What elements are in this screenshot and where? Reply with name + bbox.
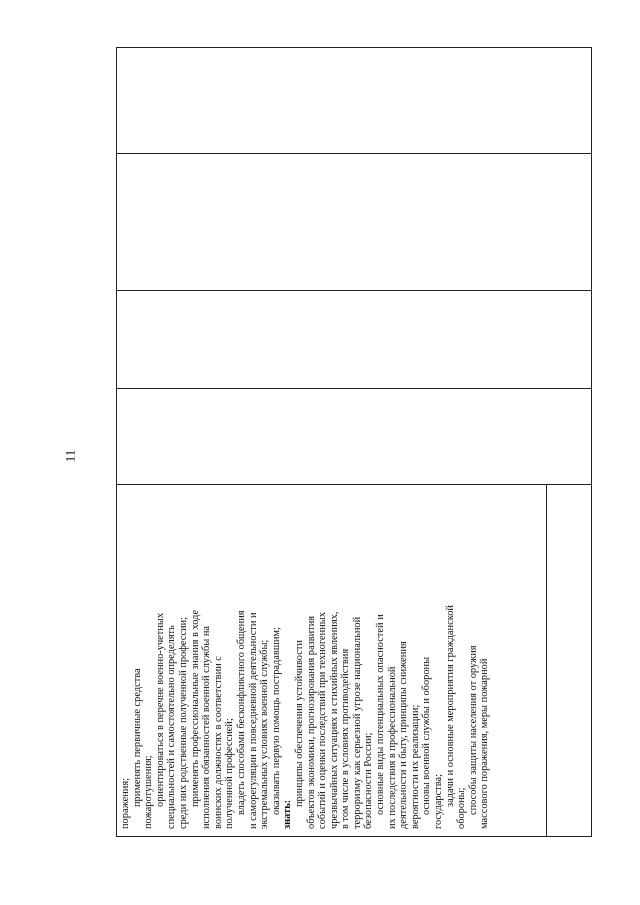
text-line: объектов экономики, прогнозирования развития xyxy=(305,615,317,829)
text-line: применять первичные средства xyxy=(131,668,143,807)
text-line: массового поражения, меры пожарной xyxy=(479,658,491,829)
text-line: и саморегуляции в повседневной деятельности и xyxy=(247,612,259,829)
text-line: принципы обеспечения устойчивости xyxy=(293,640,305,807)
text-line: способы защиты населения от оружия xyxy=(467,645,479,815)
text-line: основы военной службы и обороны xyxy=(421,656,433,815)
text-line: исполнения обязанностей военной службы на xyxy=(201,625,213,829)
text-line: воинских должностях в соответствии с xyxy=(212,656,224,829)
row-divider xyxy=(117,290,591,291)
text-line: обороны; xyxy=(456,787,468,829)
requirements-text xyxy=(116,484,592,837)
text-line: вероятности их реализации; xyxy=(409,704,421,829)
text-line: событий и оценки последствий при техногенных xyxy=(317,612,329,829)
text-line: знать: xyxy=(282,799,294,829)
page-number: 11 xyxy=(62,449,78,463)
text-line: пожаротушения; xyxy=(143,755,155,829)
text-line: специальностей и самостоятельно определять xyxy=(166,625,178,829)
text-line: оказывать первую помощь пострадавшим; xyxy=(270,627,282,815)
text-line: основные виды потенциальных опасностей и xyxy=(375,614,387,815)
text-line: владеть способами бесконфликтного общения xyxy=(235,610,247,815)
text-line: их последствия в профессиональной xyxy=(386,666,398,829)
row-divider xyxy=(117,388,591,389)
text-line: в том числе в условиях противодействия xyxy=(340,648,352,829)
text-line: экстремальных условиях военной службы; xyxy=(259,639,271,829)
text-line: государства; xyxy=(433,774,445,829)
text-line: чрезвычайных ситуациях и стихийных явлениях, xyxy=(328,611,340,829)
text-line: применять профессиональные знания в ходе xyxy=(189,609,201,807)
text-line: задачи и основные мероприятия гражданской xyxy=(444,605,456,807)
text-line: ориентироваться в перечне военно-учетных xyxy=(154,612,166,807)
text-line: деятельности и быту, принципы снижения xyxy=(398,641,410,829)
text-line: безопасности России; xyxy=(363,732,375,829)
text-line: поражения; xyxy=(120,777,131,829)
text-line: среди них родственные полученной профессии; xyxy=(177,616,189,829)
requirements-cell xyxy=(116,484,592,837)
row-divider xyxy=(117,153,591,154)
text-line: терроризму как серьезной угрозе национальной xyxy=(351,616,363,829)
text-line: полученной профессией; xyxy=(224,718,236,829)
